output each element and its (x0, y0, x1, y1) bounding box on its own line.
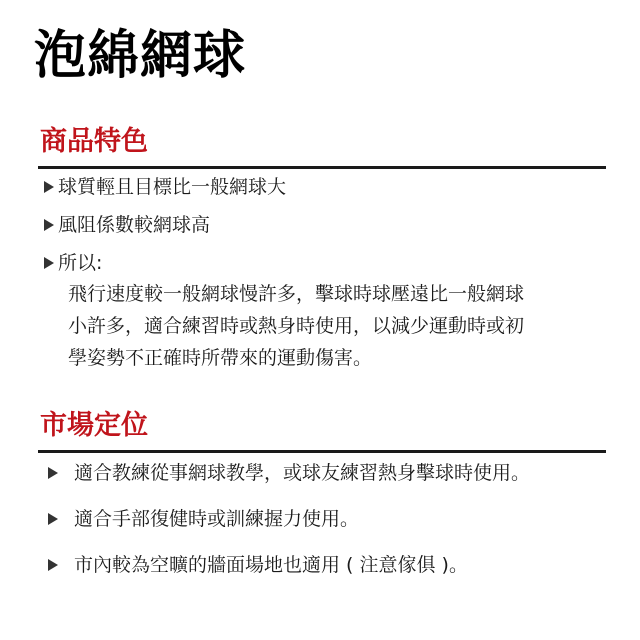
list-item (44, 212, 624, 238)
detail-line: 學姿勢不正確時所帶來的運動傷害。 (68, 347, 373, 369)
list-item (48, 460, 628, 486)
features-heading: 商品特色 (40, 126, 148, 157)
list-item (44, 250, 624, 276)
feature-text: 球質輕且目標比一般網球大 (58, 176, 287, 198)
features-list (44, 174, 624, 288)
feature-text: 風阻係數較網球高 (58, 214, 211, 236)
positioning-text: 市內較為空曠的牆面場地也適用 ( 注意傢俱 )。 (74, 554, 468, 576)
triangle-bullet-icon (44, 257, 54, 269)
positioning-list (48, 460, 628, 598)
page-title: 泡綿網球 (34, 25, 247, 86)
positioning-heading: 市場定位 (40, 410, 148, 441)
triangle-bullet-icon (44, 219, 54, 231)
feature-detail-paragraph (68, 278, 623, 374)
triangle-bullet-icon (48, 513, 58, 525)
triangle-bullet-icon (44, 181, 54, 193)
detail-line: 小許多，適合練習時或熱身時使用，以減少運動時或初 (68, 315, 525, 337)
triangle-bullet-icon (48, 559, 58, 571)
list-item (48, 552, 628, 578)
list-item (48, 506, 628, 532)
features-divider (38, 166, 606, 169)
triangle-bullet-icon (48, 467, 58, 479)
feature-text: 所以: (58, 252, 103, 274)
detail-line: 飛行速度較一般網球慢許多，擊球時球壓遠比一般網球 (68, 283, 525, 305)
positioning-divider (38, 450, 606, 453)
positioning-text: 適合教練從事網球教學，或球友練習熱身擊球時使用。 (74, 462, 531, 484)
list-item (44, 174, 624, 200)
positioning-text: 適合手部復健時或訓練握力使用。 (74, 508, 360, 530)
